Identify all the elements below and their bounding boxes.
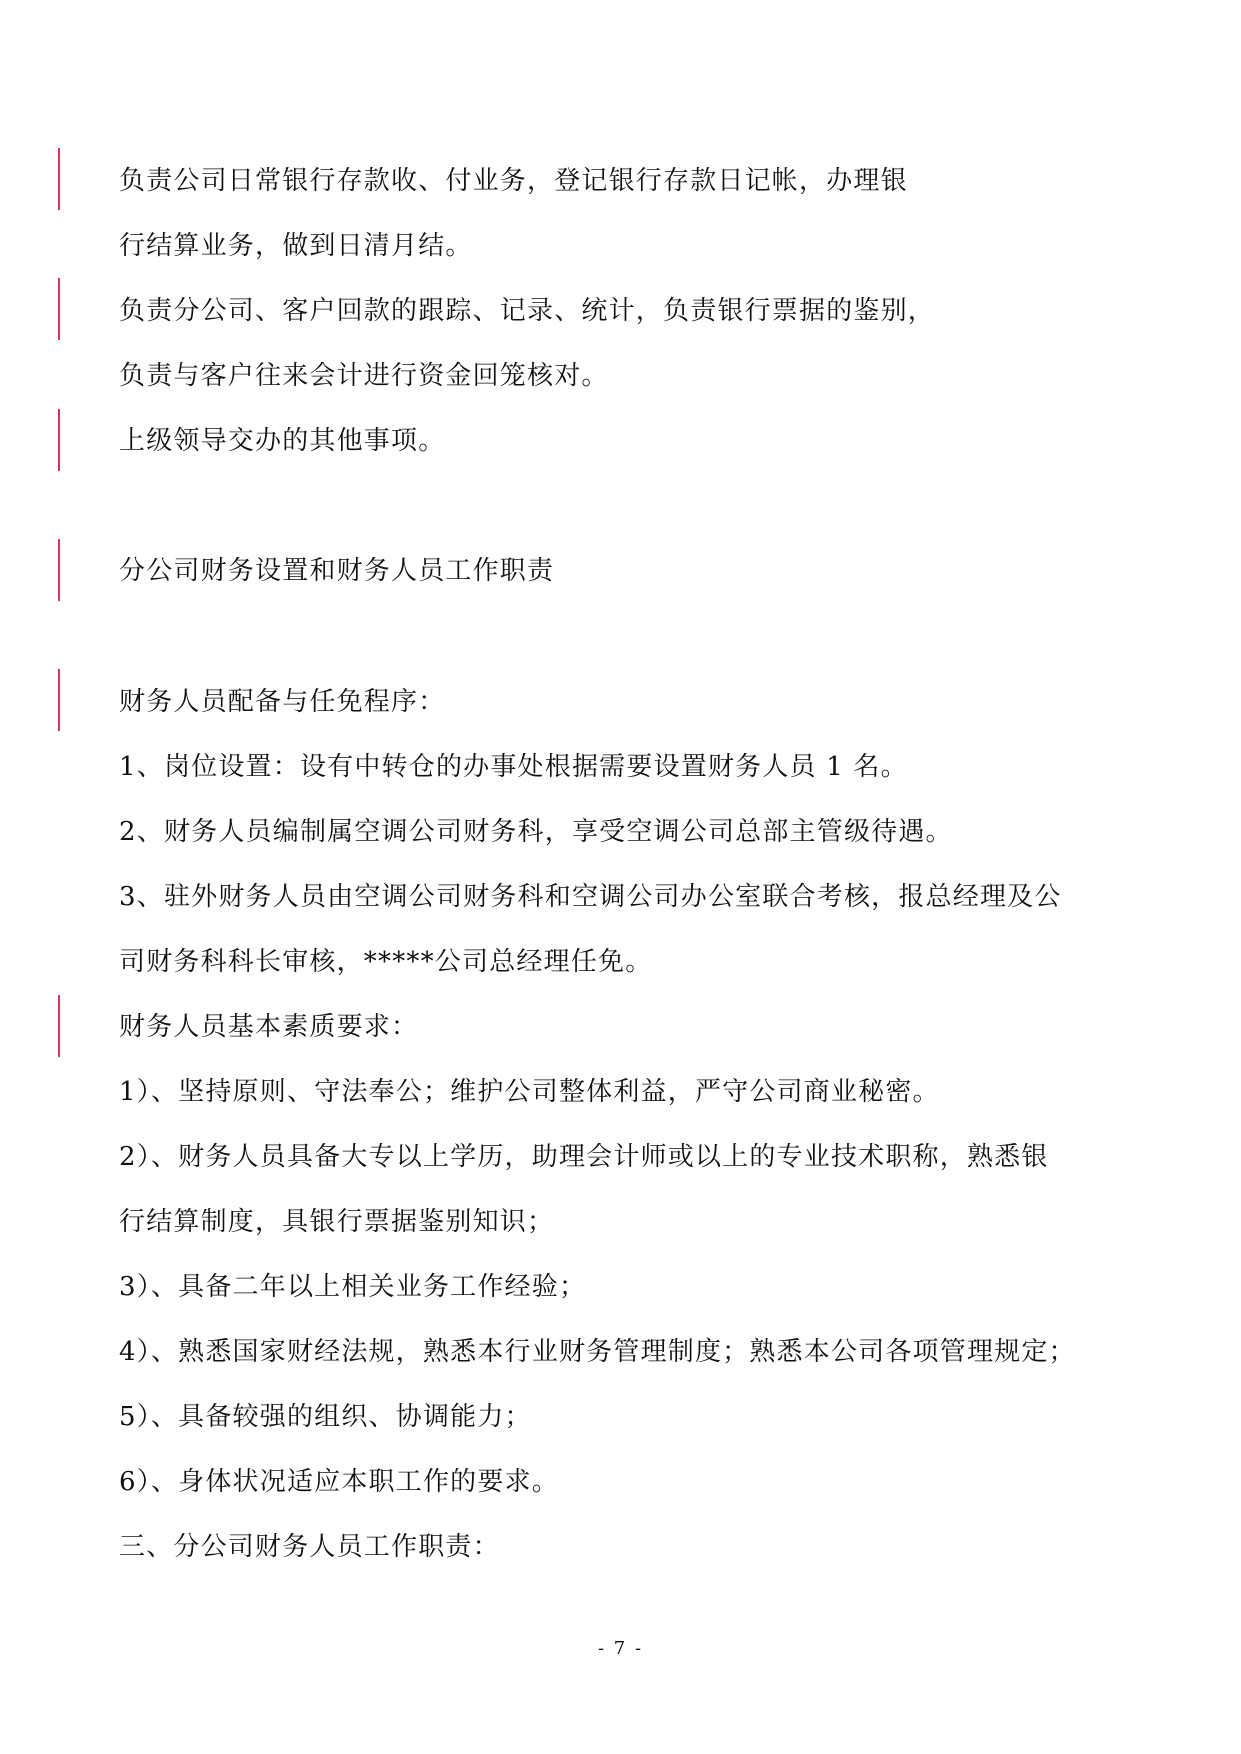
list-item: 1、岗位设置：设有中转仓的办事处根据需要设置财务人员 1 名。	[119, 752, 908, 782]
list-item: 2）、财务人员具备大专以上学历，助理会计师或以上的专业技术职称，熟悉银	[119, 1142, 1049, 1172]
body-line: 上级领导交办的其他事项。	[119, 426, 446, 456]
body-line: 负责与客户往来会计进行资金回笼核对。	[119, 361, 609, 391]
list-item-continuation: 司财务科科长审核，*****公司总经理任免。	[119, 947, 653, 977]
margin-change-mark	[58, 669, 60, 731]
section-heading: 三、分公司财务人员工作职责：	[119, 1532, 500, 1562]
body-line: 负责公司日常银行存款收、付业务，登记银行存款日记帐，办理银	[119, 166, 908, 196]
subsection-heading: 财务人员基本素质要求：	[119, 1012, 419, 1042]
margin-change-mark	[58, 278, 60, 340]
list-item: 2、财务人员编制属空调公司财务科，享受空调公司总部主管级待遇。	[119, 817, 953, 847]
page-number: - 7 -	[597, 1638, 644, 1659]
list-item: 3）、具备二年以上相关业务工作经验；	[119, 1272, 587, 1302]
margin-change-mark	[58, 148, 60, 210]
list-item: 5）、具备较强的组织、协调能力；	[119, 1402, 532, 1432]
list-item: 4）、熟悉国家财经法规，熟悉本行业财务管理制度；熟悉本公司各项管理规定；	[119, 1337, 1076, 1367]
margin-change-mark	[58, 995, 60, 1057]
list-item: 3、驻外财务人员由空调公司财务科和空调公司办公室联合考核，报总经理及公	[119, 882, 1062, 912]
body-line: 行结算业务，做到日清月结。	[119, 231, 473, 261]
list-item: 6）、身体状况适应本职工作的要求。	[119, 1467, 559, 1497]
margin-change-mark	[58, 409, 60, 471]
list-item: 1）、坚持原则、守法奉公；维护公司整体利益，严守公司商业秘密。	[119, 1077, 940, 1107]
section-heading: 分公司财务设置和财务人员工作职责	[119, 556, 555, 586]
subsection-heading: 财务人员配备与任免程序：	[119, 687, 446, 717]
list-item-continuation: 行结算制度，具银行票据鉴别知识；	[119, 1207, 555, 1237]
body-line: 负责分公司、客户回款的跟踪、记录、统计，负责银行票据的鉴别，	[119, 296, 936, 326]
margin-change-mark	[58, 539, 60, 601]
